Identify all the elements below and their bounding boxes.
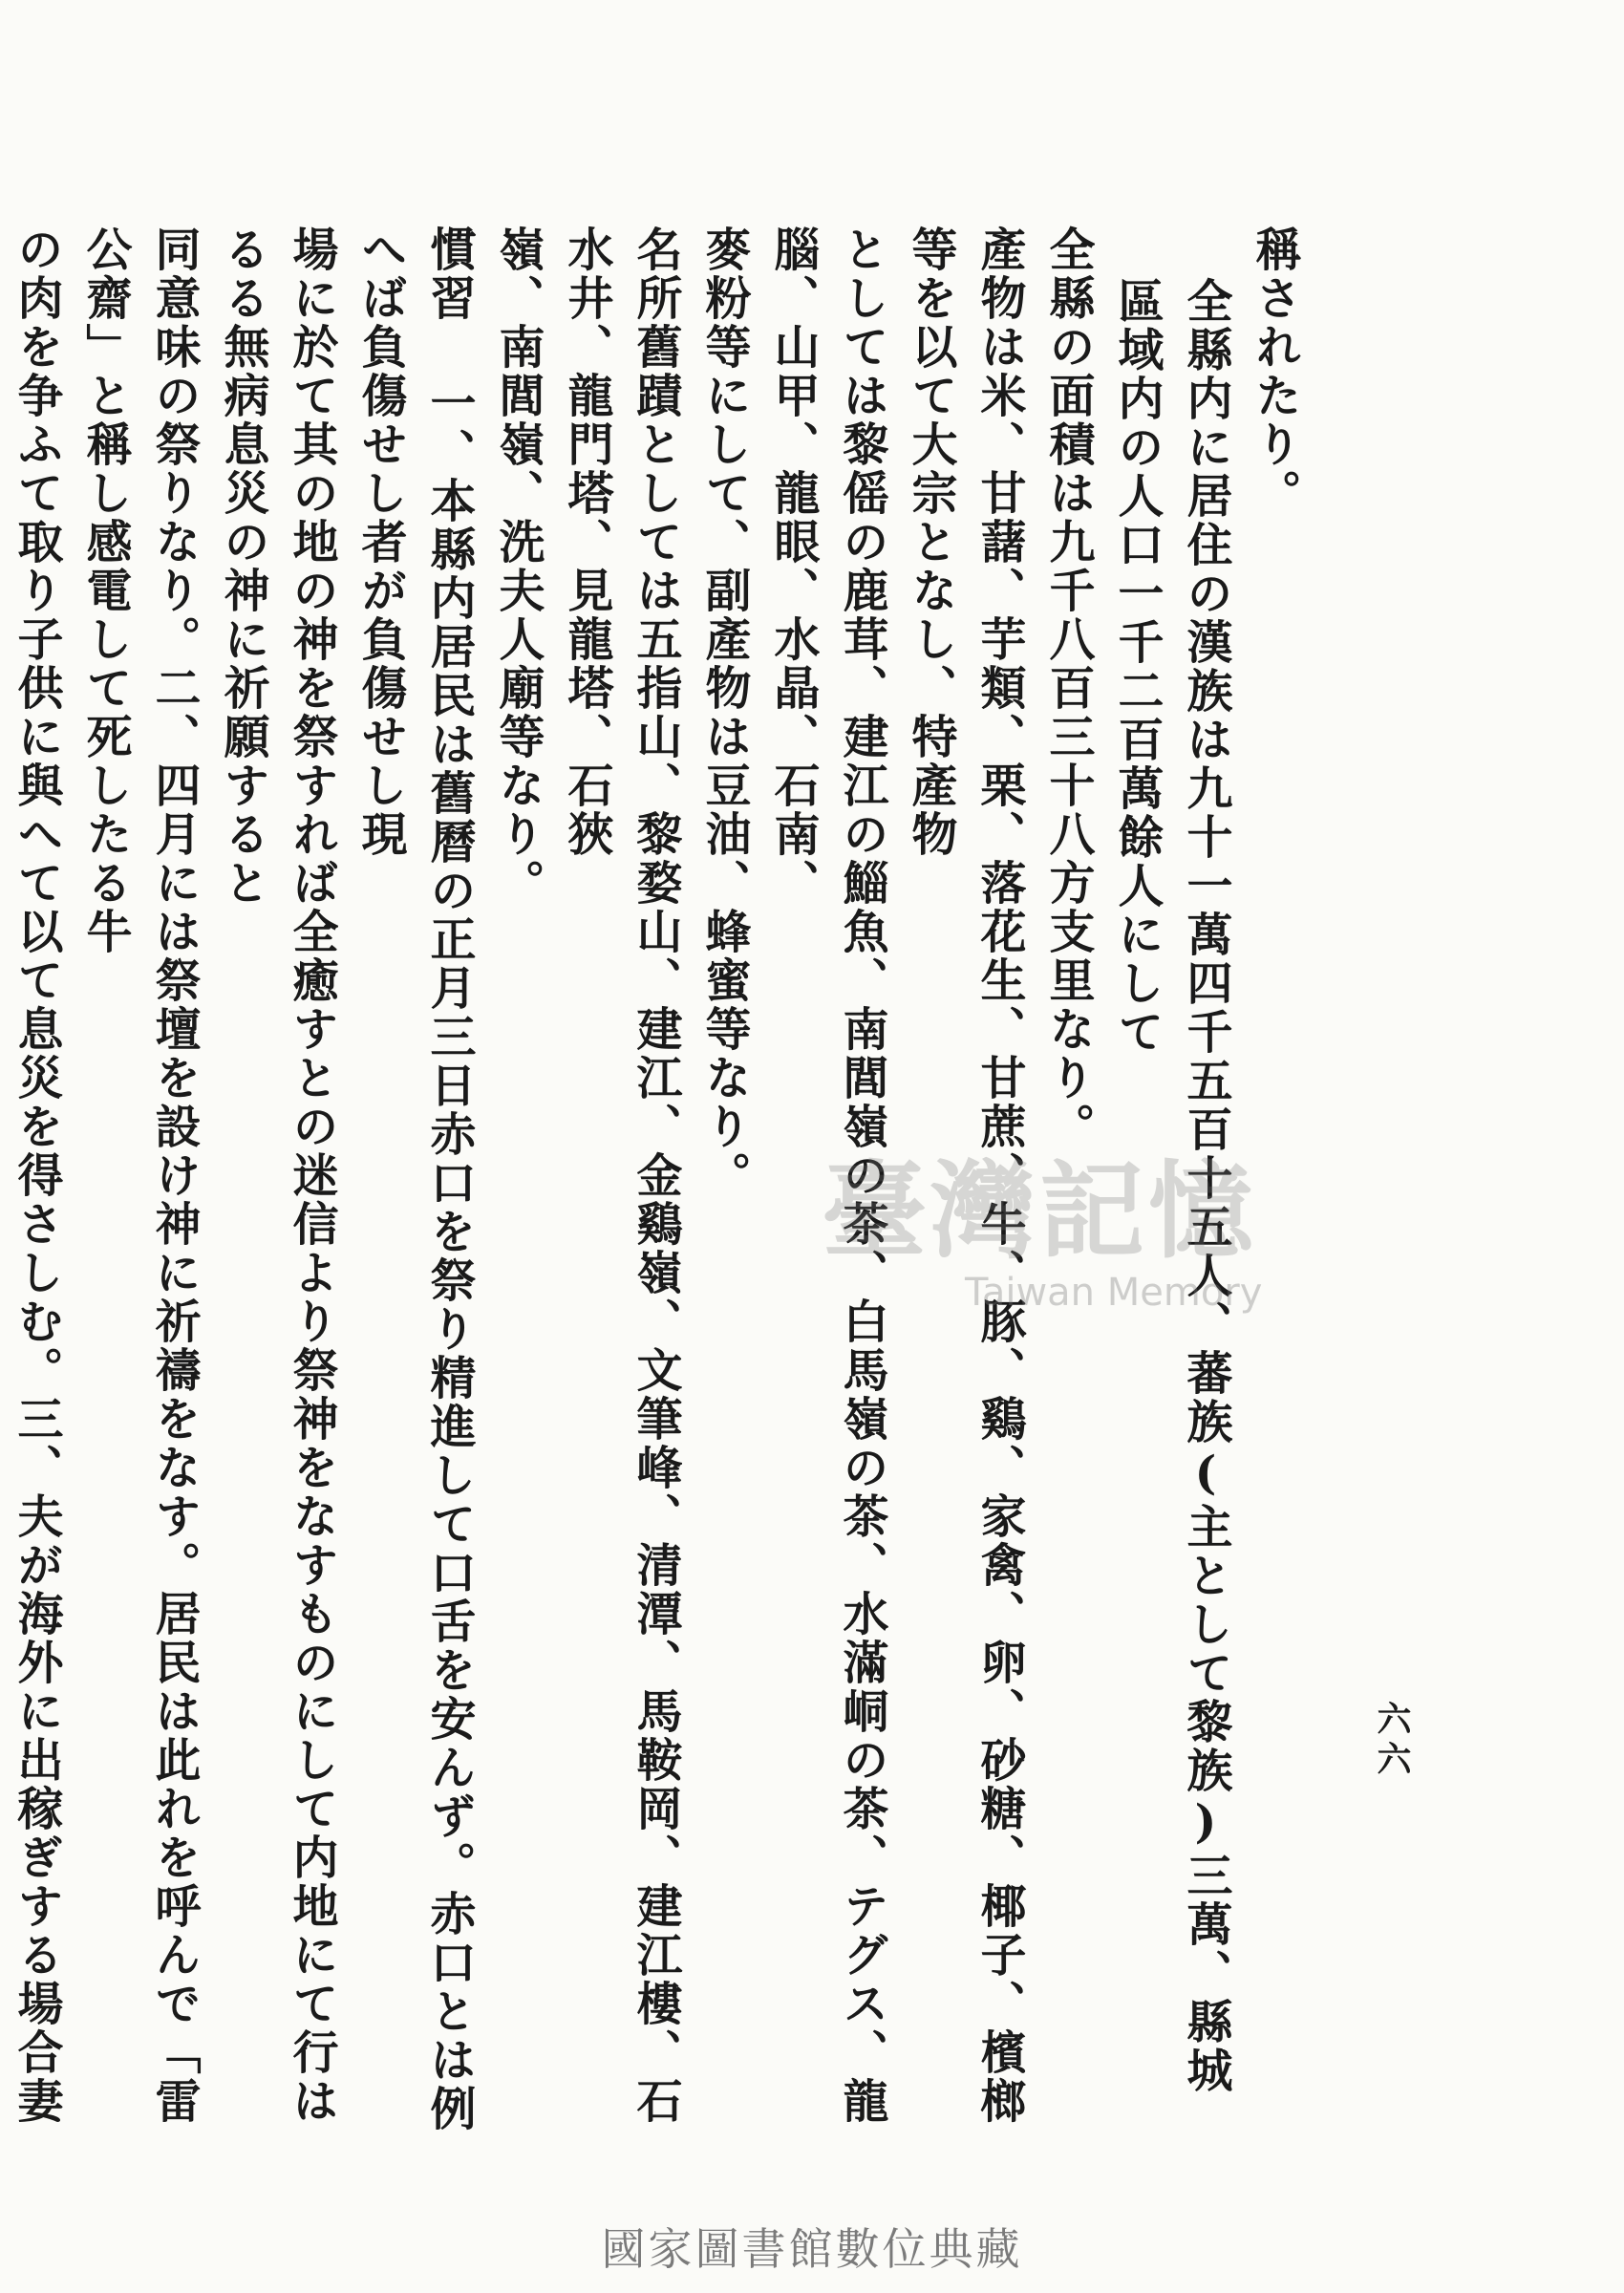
text-column-5: としては黎傜の鹿茸、建江の鯔魚、南閭嶺の茶、白馬嶺の茶、水滿峒の茶、テグス、龍腦、山甲、龍眼、水晶、石南、 — [766, 225, 888, 2126]
watermark-subtext: Taiwan Memory — [965, 1271, 1263, 1315]
text-column-7: 名所舊蹟としては五指山、黎婺山、建江、金鷄嶺、文筆峰、清潭、馬鞍岡、建江樓、石水井、龍門塔、見龍塔、石狹 — [560, 225, 682, 2126]
text-column-4: 產物は米、甘藷、芋類、栗、落花生、甘蔗、牛、豚、鷄、家禽、卵、砂糖、椰子、檳榔等を以て大宗となし、特產物 — [904, 225, 1026, 2126]
text-column-8: 嶺、南閭嶺、洗夫人廟等なり。 — [491, 225, 545, 908]
watermark-logo: 臺灣記憶 — [822, 1149, 1257, 1273]
text-column-11: 同意味の祭りなり。二、四月には祭壇を設け神に祈禱をなす。居民は此れを呼んで「雷公齋」と稱し感電して死したる牛 — [78, 225, 201, 2126]
text-column-12: の肉を争ふて取り子供に與へて以て息災を得さしむ。三、夫が海外に出稼ぎする場合妻 — [10, 225, 63, 2126]
text-column-6: 麥粉等にして、副產物は豆油、蜂蜜等なり。 — [697, 225, 751, 1200]
text-column-9: 慣習 一、本縣内居民は舊曆の正月三日赤口を祭り精進して口舌を安んず。赤口とは例へば負傷せし者が負傷せし現 — [353, 225, 476, 2133]
footer-credit: 國家圖書館數位典藏 — [601, 2223, 1023, 2275]
text-column-2: 全縣内に居住の漢族は九十一萬四千五百十五人、蕃族(主として黎族)三萬、縣城區域内の人口一千二百萬餘人にして — [1110, 277, 1232, 2095]
text-column-3: 全縣の面積は九千八百三十八方支里なり。 — [1041, 225, 1095, 1151]
page-number: 六六 — [1372, 1701, 1412, 1781]
text-column-10: 場に於て其の地の神を祭すれば全癒すとの迷信より祭神をなすものにして内地にて行はるる無病息災の神に祈願すると — [216, 225, 338, 2126]
text-column-1: 稱されたり。 — [1248, 225, 1301, 518]
